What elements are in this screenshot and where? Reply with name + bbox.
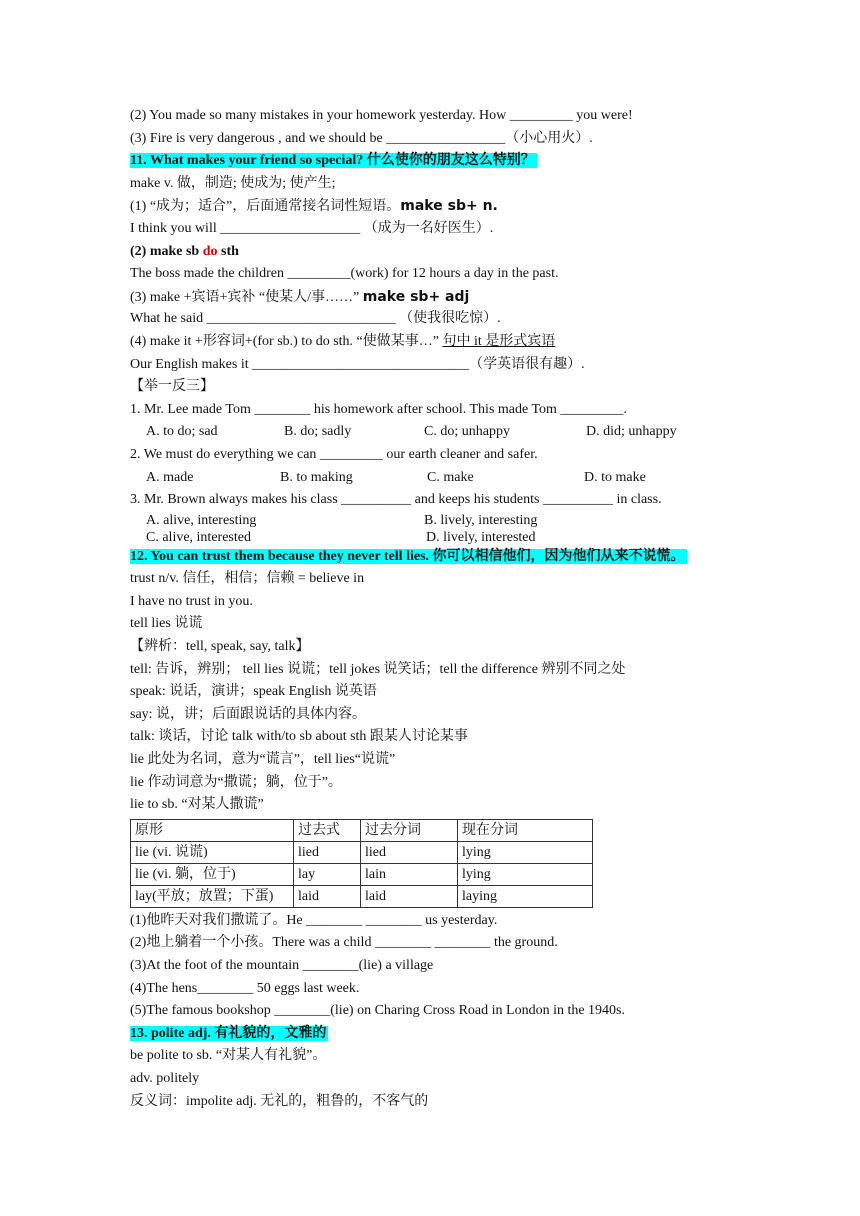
heading-highlight: 13. polite adj. 有礼貌的，文雅的 <box>130 1025 327 1041</box>
option: C. alive, interested <box>146 529 251 545</box>
table-cell: lied <box>361 841 458 863</box>
table-cell: lying <box>458 841 593 863</box>
table-header-cell: 原形 <box>131 819 294 841</box>
table-header-cell: 过去式 <box>294 819 361 841</box>
option: A. made <box>146 469 194 485</box>
question-1-options <box>130 421 740 444</box>
heading-highlight: 12. You can trust them because they never tell lies. 你可以相信他们，因为他们从来不说慌。 <box>130 548 685 564</box>
heading-highlight: 11. What makes your friend so special? 什么使你的朋友这么特别？ <box>130 153 535 169</box>
table-cell: lying <box>458 863 593 885</box>
text-line: say: 说，讲；后面跟说话的具体内容。 <box>130 706 367 722</box>
question-1: 1. Mr. Lee made Tom ________ his homework after school. This made Tom _________. <box>130 401 627 417</box>
text-line: What he said ___________________________ （使我很吃惊）. <box>130 311 501 327</box>
analysis-heading: 【辨析：tell, speak, say, talk】 <box>130 639 310 655</box>
point-pattern: make sb+ n. <box>400 198 498 215</box>
option: D. to make <box>584 469 646 485</box>
text-line <box>130 241 740 264</box>
option: B. to making <box>280 469 353 485</box>
text-line: 反义词：impolite adj. 无礼的，粗鲁的，不客气的 <box>130 1093 429 1109</box>
text-line: tell lies 说谎 <box>130 616 203 632</box>
text-line: lie to sb. “对某人撒谎” <box>130 797 264 813</box>
point-text: (1) “成为；适合”，后面通常接名词性短语。 <box>130 199 401 215</box>
text-line: adv. politely <box>130 1070 200 1086</box>
question-3-options <box>130 512 740 529</box>
exercise-line: (2)地上躺着一个小孩。There was a child ________ ________ the ground. <box>130 935 558 951</box>
practice-heading: 【举一反三】 <box>130 379 214 395</box>
section-heading-13 <box>130 1023 740 1046</box>
option: D. lively, interested <box>426 529 536 545</box>
question-3: 3. Mr. Brown always makes his class __________ and keeps his students __________ in class. <box>130 492 662 508</box>
text-line: I have no trust in you. <box>130 593 253 609</box>
option: B. lively, interesting <box>424 512 538 528</box>
text-line: speak: 说话，演讲；speak English 说英语 <box>130 684 377 700</box>
table-cell: lied <box>294 841 361 863</box>
text-line: The boss made the children _________(work) for 12 hours a day in the past. <box>130 266 559 282</box>
exercise-line: (5)The famous bookshop ________(lie) on Charing Cross Road in London in the 1940s. <box>130 1003 626 1019</box>
table-cell: lain <box>361 863 458 885</box>
table-cell: lay <box>294 863 361 885</box>
text-line: trust n/v. 信任，相信；信赖 = believe in <box>130 571 365 587</box>
table-cell: lie (vi. 躺，位于) <box>131 863 294 885</box>
point-text: (4) make it +形容词+(for sb.) to do sth. “使做某事…” <box>130 333 443 349</box>
question-2-options <box>130 467 740 490</box>
point-text: (3) make +宾语+宾补 “使某人/事……” <box>130 289 363 305</box>
question-2: 2. We must do everything we can _________ our earth cleaner and safer. <box>130 446 538 462</box>
text-line <box>130 331 740 354</box>
table-cell: laid <box>361 885 458 907</box>
text-line: I think you will ____________________ （成为一名好医生）. <box>130 220 494 236</box>
text-line: talk: 谈话，讨论 talk with/to sb about sth 跟某人讨论某事 <box>130 729 468 745</box>
option: A. to do; sad <box>146 424 218 440</box>
point-text: (2) make sb <box>130 243 203 259</box>
exercise-line: (3)At the foot of the mountain ________(lie) a village <box>130 958 434 973</box>
text-line: be polite to sb. “对某人有礼貌”。 <box>130 1048 327 1064</box>
table-row <box>131 863 593 885</box>
point-text: sth <box>217 243 239 259</box>
text-line: make v. 做，制造; 使成为; 使产生; <box>130 175 336 191</box>
option: D. did; unhappy <box>586 424 677 440</box>
text-line: Our English makes it _______________________________（学英语很有趣）. <box>130 356 585 372</box>
table-cell: laying <box>458 885 593 907</box>
option: B. do; sadly <box>284 424 352 440</box>
section-heading-11 <box>130 150 740 173</box>
exercise-line: (1)他昨天对我们撒谎了。He ________ ________ us yesterday. <box>130 912 498 928</box>
text-line: lie 此处为名词，意为“谎言”，tell lies“说谎” <box>130 752 396 768</box>
option: C. make <box>427 469 474 485</box>
red-keyword: do <box>202 243 218 259</box>
text-line: tell: 告诉，辨别； tell lies 说谎；tell jokes 说笑话；tell the difference 辨别不同之处 <box>130 661 626 677</box>
underlined-note: 句中 it 是形式宾语 <box>442 333 556 349</box>
text-line: lie 作动词意为“撒谎；躺，位于”。 <box>130 774 342 790</box>
text-line: (2) You made so many mistakes in your homework yesterday. How _________ you were! <box>130 108 633 123</box>
table-header-cell: 现在分词 <box>458 819 593 841</box>
question-3-options <box>130 529 740 546</box>
table-cell: laid <box>294 885 361 907</box>
text-line: (3) Fire is very dangerous , and we should be _________________（小心用火）. <box>130 130 593 146</box>
option: C. do; unhappy <box>424 424 510 440</box>
table-row <box>131 841 593 863</box>
section-heading-12 <box>130 546 740 569</box>
point-pattern: make sb+ adj <box>362 288 470 305</box>
table-header-cell: 过去分词 <box>361 819 458 841</box>
table-header-row <box>131 819 593 841</box>
table-cell: lay(平放；放置；下蛋) <box>131 885 294 907</box>
document-page <box>130 105 740 1113</box>
option: A. alive, interesting <box>146 512 257 528</box>
text-line <box>130 286 740 309</box>
text-line <box>130 195 740 218</box>
verb-forms-table <box>130 819 593 908</box>
table-cell: lie (vi. 说谎) <box>131 841 294 863</box>
exercise-line: (4)The hens________ 50 eggs last week. <box>130 980 360 996</box>
table-row <box>131 885 593 907</box>
